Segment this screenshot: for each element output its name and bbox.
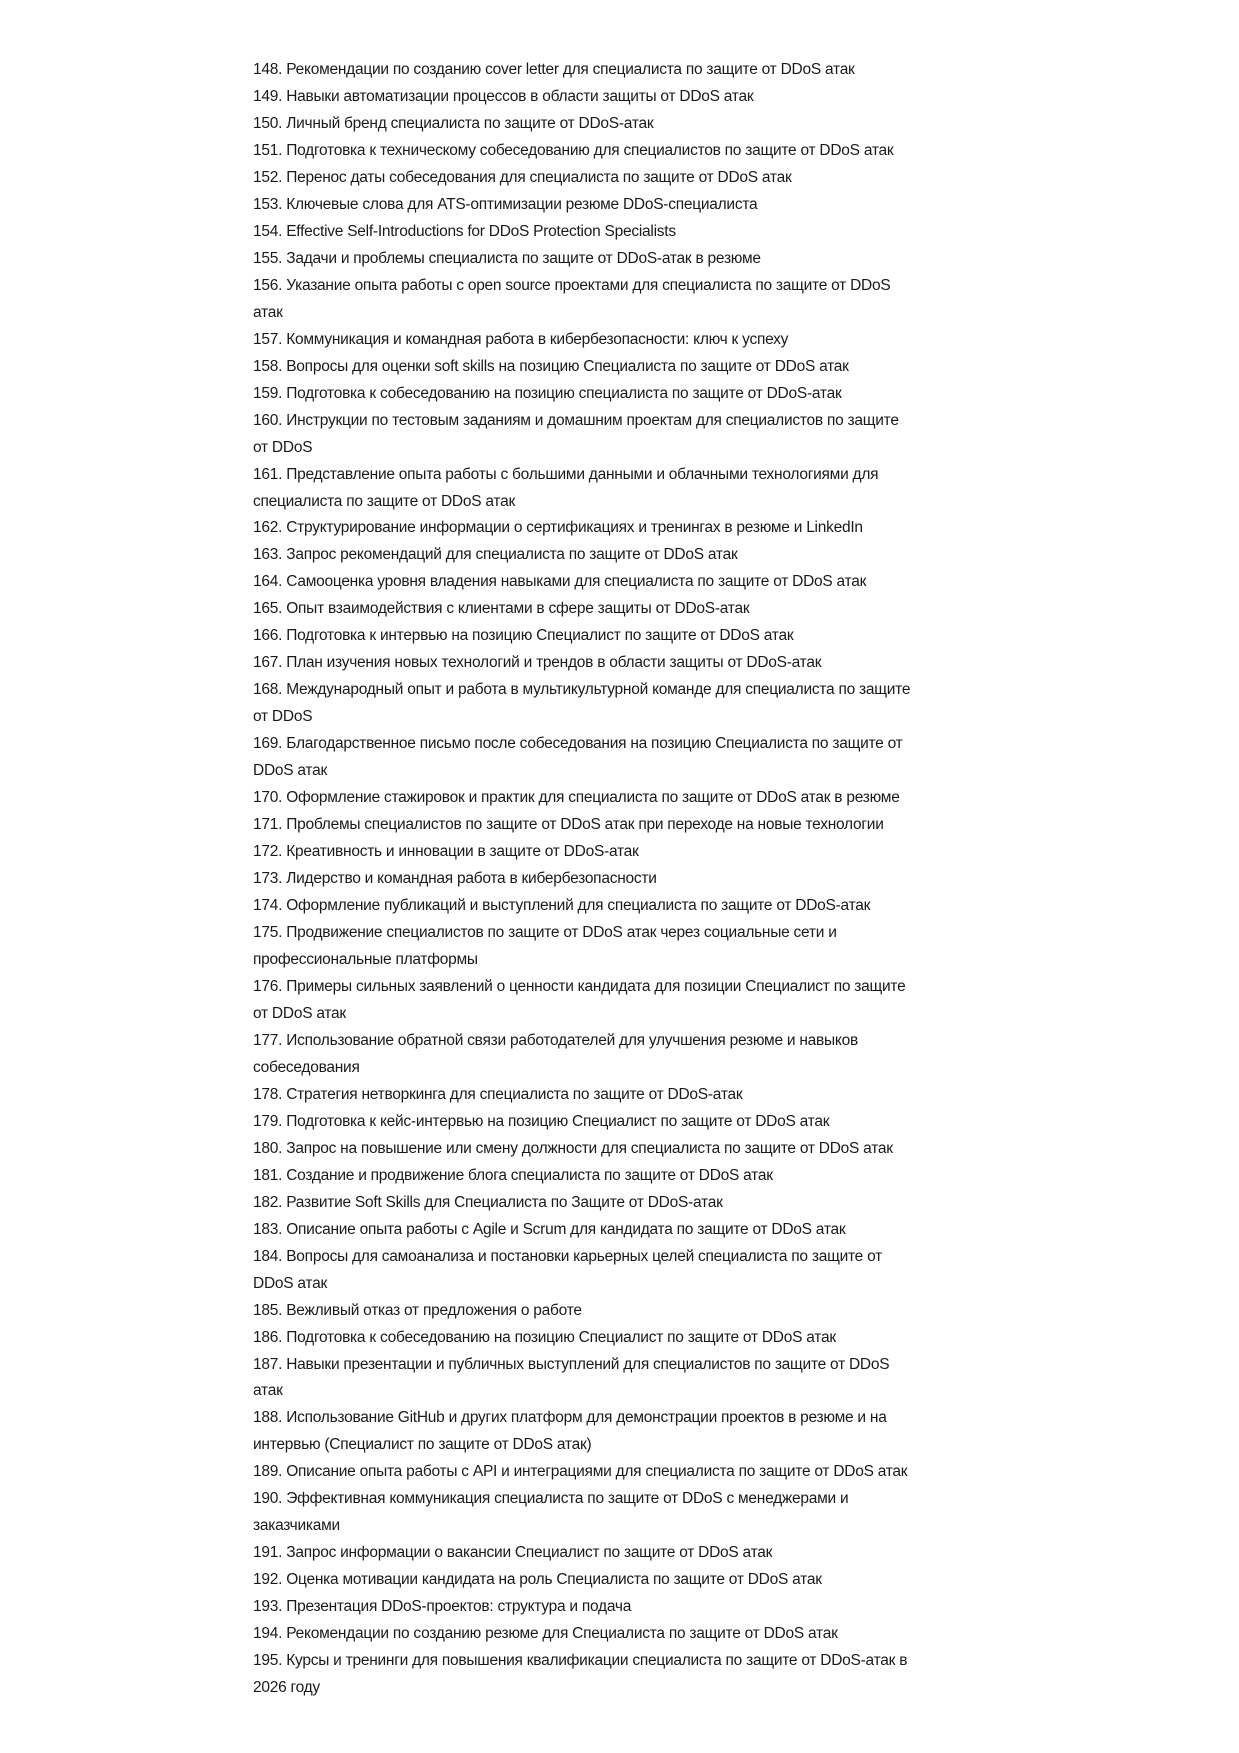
list-item[interactable] <box>253 192 1013 219</box>
list-item-text: 189. Описание опыта работы с API и интеграциями для специалиста по защите от DDoS атак <box>253 1463 908 1481</box>
list-item-text: 180. Запрос на повышение или смену должности для специалиста по защите от DDoS атак <box>253 1139 893 1157</box>
list-item[interactable] <box>253 246 1013 273</box>
list-item-text: DDoS атак <box>253 1274 328 1292</box>
list-item[interactable] <box>253 1567 1013 1594</box>
list-item-text: 191. Запрос информации о вакансии Специалист по защите от DDoS атак <box>253 1544 773 1562</box>
list-item-text: 161. Представление опыта работы с большими данными и облачными технологиями для <box>253 465 879 483</box>
list-item[interactable] <box>253 542 1013 569</box>
list-item[interactable] <box>253 138 1013 165</box>
list-item-text: 179. Подготовка к кейс-интервью на позицию Специалист по защите от DDoS атак <box>253 1112 830 1130</box>
list-item-text: 171. Проблемы специалистов по защите от DDoS атак при переходе на новые технологии <box>253 816 884 834</box>
list-item-text: 163. Запрос рекомендаций для специалиста по защите от DDoS атак <box>253 546 738 564</box>
list-item[interactable] <box>253 1459 1013 1486</box>
list-item-text: 173. Лидерство и командная работа в кибербезопасности <box>253 870 657 888</box>
list-item[interactable] <box>253 839 1013 866</box>
list-item[interactable] <box>253 408 1013 462</box>
list-item[interactable] <box>253 1190 1013 1217</box>
list-item-text: 155. Задачи и проблемы специалиста по защите от DDoS-атак в резюме <box>253 249 761 267</box>
list-item-text: 187. Навыки презентации и публичных выступлений для специалистов по защите от DDoS <box>253 1355 890 1373</box>
list-item[interactable] <box>253 1621 1013 1648</box>
list-item-text: 181. Создание и продвижение блога специалиста по защите от DDoS атак <box>253 1166 773 1184</box>
list-item-text: 192. Оценка мотивации кандидата на роль Специалиста по защите от DDoS атак <box>253 1571 822 1589</box>
list-item[interactable] <box>253 1648 1013 1702</box>
list-item-text: атак <box>253 1382 283 1400</box>
list-item-text: атак <box>253 303 283 321</box>
list-item[interactable] <box>253 219 1013 246</box>
list-item[interactable] <box>253 515 1013 542</box>
list-item-text: 195. Курсы и тренинги для повышения квалификации специалиста по защите от DDoS-атак в <box>253 1652 908 1670</box>
list-item-text: 178. Стратегия нетворкинга для специалиста по защите от DDoS-атак <box>253 1085 743 1103</box>
list-item-text: 151. Подготовка к техническому собеседованию для специалистов по защите от DDoS атак <box>253 141 894 159</box>
list-item[interactable] <box>253 462 1013 516</box>
list-item-text: 152. Перенос даты собеседования для специалиста по защите от DDoS атак <box>253 168 792 186</box>
article-list <box>253 57 1013 1702</box>
list-item[interactable] <box>253 569 1013 596</box>
list-item-text: заказчиками <box>253 1517 340 1535</box>
list-item-text: от DDoS атак <box>253 1004 346 1022</box>
list-item-text: 165. Опыт взаимодействия с клиентами в сфере защиты от DDoS-атак <box>253 600 750 618</box>
list-item-text: 194. Рекомендации по созданию резюме для Специалиста по защите от DDoS атак <box>253 1625 838 1643</box>
list-item-text: 182. Развитие Soft Skills для Специалиста по Защите от DDoS-атак <box>253 1193 723 1211</box>
list-item[interactable] <box>253 1109 1013 1136</box>
list-item[interactable] <box>253 1244 1013 1298</box>
list-item-text: 149. Навыки автоматизации процессов в области защиты от DDoS атак <box>253 87 754 105</box>
list-item[interactable] <box>253 596 1013 623</box>
list-item[interactable] <box>253 1486 1013 1540</box>
list-item-text: 177. Использование обратной связи работодателей для улучшения резюме и навыков <box>253 1031 858 1049</box>
list-item[interactable] <box>253 84 1013 111</box>
list-item[interactable] <box>253 812 1013 839</box>
list-item-text: 164. Самооценка уровня владения навыками для специалиста по защите от DDoS атак <box>253 573 867 591</box>
list-item[interactable] <box>253 731 1013 785</box>
list-item[interactable] <box>253 1540 1013 1567</box>
list-item-text: собеседования <box>253 1058 360 1076</box>
list-item[interactable] <box>253 273 1013 327</box>
list-item[interactable] <box>253 1163 1013 1190</box>
list-item-text: 174. Оформление публикаций и выступлений для специалиста по защите от DDoS-атак <box>253 897 871 915</box>
list-item-text: 172. Креативность и инновации в защите от DDoS-атак <box>253 843 639 861</box>
list-item[interactable] <box>253 327 1013 354</box>
list-item[interactable] <box>253 1352 1013 1406</box>
list-item-text: DDoS атак <box>253 762 328 780</box>
list-item-text: 175. Продвижение специалистов по защите от DDoS атак через социальные сети и <box>253 924 837 941</box>
list-item[interactable] <box>253 1325 1013 1352</box>
list-item[interactable] <box>253 1217 1013 1244</box>
list-item[interactable] <box>253 623 1013 650</box>
list-item-text: от DDoS <box>253 438 313 456</box>
list-item[interactable] <box>253 1298 1013 1325</box>
list-item-text: интервью (Специалист по защите от DDoS атак) <box>253 1436 592 1454</box>
list-item[interactable] <box>253 893 1013 920</box>
list-item[interactable] <box>253 1405 1013 1459</box>
list-item-text: 150. Личный бренд специалиста по защите от DDoS-атак <box>253 114 654 132</box>
list-item[interactable] <box>253 165 1013 192</box>
list-item-text: профессиональные платформы <box>253 950 478 968</box>
list-item-text: 2026 году <box>253 1679 320 1697</box>
list-item-text: 162. Структурирование информации о сертификациях и тренингах в резюме и LinkedIn <box>253 519 863 537</box>
list-item-text: 185. Вежливый отказ от предложения о работе <box>253 1301 582 1319</box>
list-item[interactable] <box>253 57 1013 84</box>
list-item-text: 169. Благодарственное письмо после собеседования на позицию Специалиста по защите от <box>253 735 903 753</box>
list-item-text: 148. Рекомендации по созданию cover letter для специалиста по защите от DDoS атак <box>253 61 855 78</box>
list-item-text: 176. Примеры сильных заявлений о ценности кандидата для позиции Специалист по защите <box>253 977 906 995</box>
list-item-text: 158. Вопросы для оценки soft skills на позицию Специалиста по защите от DDoS атак <box>253 357 849 375</box>
list-item-text: 183. Описание опыта работы с Agile и Scrum для кандидата по защите от DDoS атак <box>253 1220 846 1238</box>
list-item[interactable] <box>253 974 1013 1028</box>
list-item[interactable] <box>253 111 1013 138</box>
list-item[interactable] <box>253 785 1013 812</box>
list-item-text: 184. Вопросы для самоанализа и постановки карьерных целей специалиста по защите от <box>253 1247 882 1265</box>
list-item-text: 166. Подготовка к интервью на позицию Специалист по защите от DDoS атак <box>253 627 794 645</box>
list-item-text: 167. План изучения новых технологий и трендов в области защиты от DDoS-атак <box>253 654 822 672</box>
list-item[interactable] <box>253 1136 1013 1163</box>
list-item[interactable] <box>253 920 1013 974</box>
list-item-text: 190. Эффективная коммуникация специалиста по защите от DDoS с менеджерами и <box>253 1490 849 1508</box>
list-item-text: специалиста по защите от DDoS атак <box>253 492 515 510</box>
list-item[interactable] <box>253 677 1013 731</box>
list-item[interactable] <box>253 1594 1013 1621</box>
list-item-text: 188. Использование GitHub и других платформ для демонстрации проектов в резюме и на <box>253 1409 887 1427</box>
list-item-text: 168. Международный опыт и работа в мультикультурной команде для специалиста по защите <box>253 681 911 699</box>
list-item[interactable] <box>253 381 1013 408</box>
list-item-text: от DDoS <box>253 708 313 726</box>
list-item-text: 157. Коммуникация и командная работа в кибербезопасности: ключ к успеху <box>253 330 789 348</box>
list-item-text: 170. Оформление стажировок и практик для специалиста по защите от DDoS атак в резюме <box>253 789 900 807</box>
list-item[interactable] <box>253 650 1013 677</box>
list-item[interactable] <box>253 354 1013 381</box>
list-item[interactable] <box>253 866 1013 893</box>
list-item-text: 186. Подготовка к собеседованию на позицию Специалист по защите от DDoS атак <box>253 1328 836 1346</box>
list-item-text: 156. Указание опыта работы с open source проектами для специалиста по защите от DDoS <box>253 276 891 294</box>
list-item[interactable] <box>253 1028 1013 1082</box>
list-item-text: 153. Ключевые слова для ATS-оптимизации резюме DDoS-специалиста <box>253 195 758 213</box>
list-item-text: 193. Презентация DDoS-проектов: структура и подача <box>253 1598 632 1616</box>
list-item-text: 159. Подготовка к собеседованию на позицию специалиста по защите от DDoS-атак <box>253 384 842 402</box>
list-item[interactable] <box>253 1082 1013 1109</box>
list-item-text: 154. Effective Self-Introductions for DDoS Protection Specialists <box>253 222 676 240</box>
list-item-text: 160. Инструкции по тестовым заданиям и домашним проектам для специалистов по защите <box>253 411 899 429</box>
